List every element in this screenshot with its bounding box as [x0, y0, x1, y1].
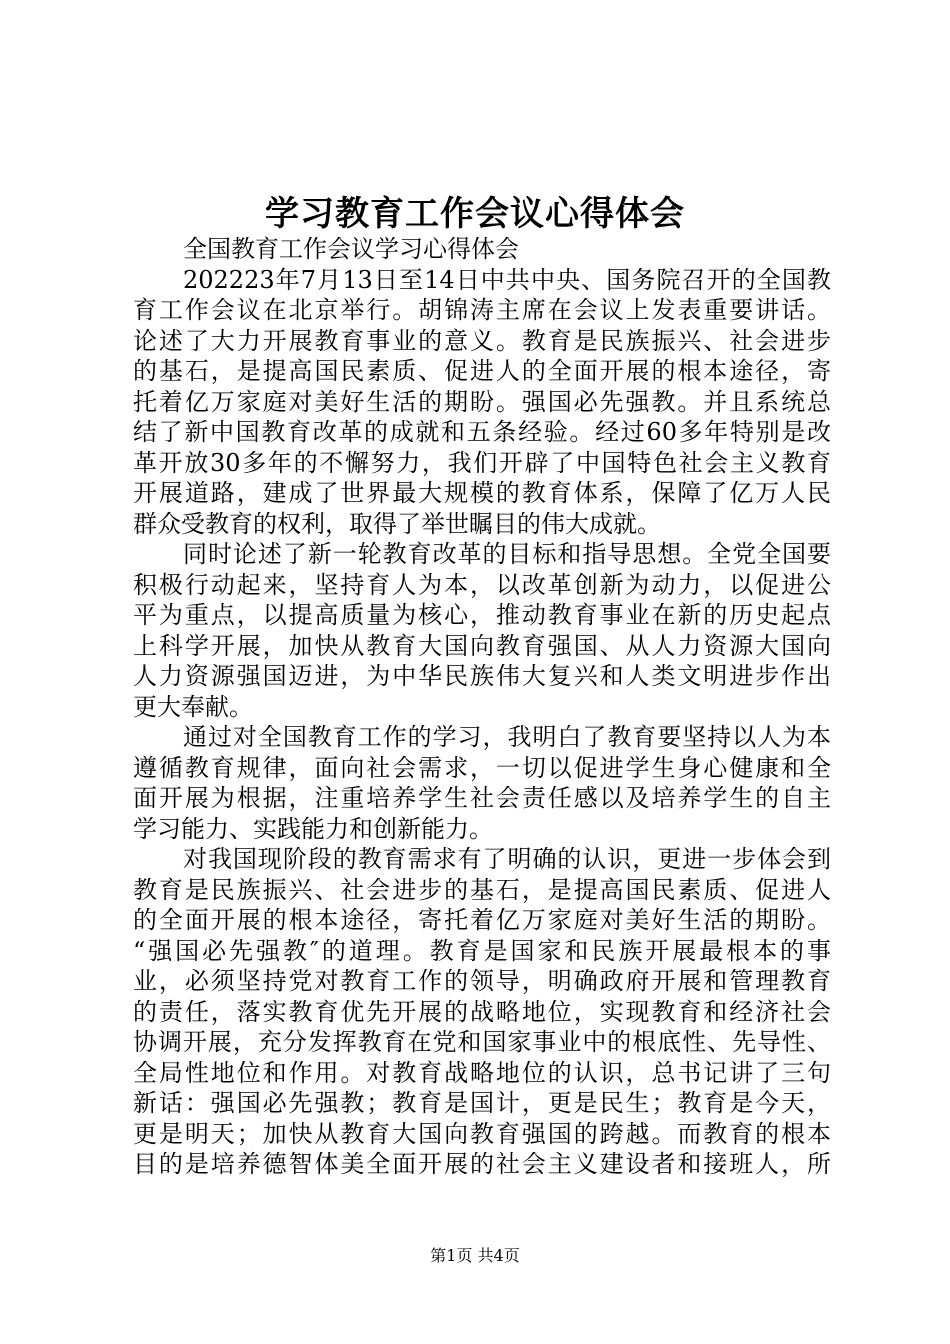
paragraph-line: 全局性地位和作用。对教育战略地位的认识，总书记讲了三句	[133, 1058, 831, 1087]
paragraph-line: 更是明天；加快从教育大国向教育强国的跨越。而教育的根本	[133, 1119, 831, 1148]
paragraph-line: 上科学开展，加快从教育大国向教育强国、从人力资源大国向	[133, 631, 831, 660]
paragraph-line: 的责任，落实教育优先开展的战略地位，实现教育和经济社会	[133, 997, 831, 1026]
paragraph-line: 面开展为根据，注重培养学生社会责任感以及培养学生的自主	[133, 784, 831, 812]
page-footer: 第1页 共4页	[430, 1246, 520, 1265]
paragraph-line: 积极行动起来，坚持育人为本，以改革创新为动力，以促进公	[133, 570, 831, 599]
paragraph-line: 论述了大力开展教育事业的意义。教育是民族振兴、社会进步	[133, 326, 831, 355]
paragraph-line: 同时论述了新一轮教育改革的目标和指导思想。全党全国要	[183, 540, 831, 568]
paragraph-line: 的基石，是提高国民素质、促进人的全面开展的根本途径，寄	[133, 357, 831, 385]
paragraph-line: 对我国现阶段的教育需求有了明确的认识，更进一步体会到	[183, 845, 831, 873]
document-body	[133, 234, 831, 1180]
paragraph-line: 业，必须坚持党对教育工作的领导，明确政府开展和管理教育	[133, 967, 831, 995]
paragraph-line: 通过对全国教育工作的学习，我明白了教育要坚持以人为本	[183, 723, 831, 751]
paragraph-line: 结了新中国教育改革的成就和五条经验。经过60多年特别是改	[133, 418, 831, 446]
paragraph-line: “强国必先强教″的道理。教育是国家和民族开展最根本的事	[133, 936, 831, 965]
paragraph-line: 全国教育工作会议学习心得体会	[183, 235, 519, 263]
paragraph-line: 开展道路，建成了世界最大规模的教育体系，保障了亿万人民	[133, 479, 831, 507]
document-title: 学习教育工作会议心得体会	[265, 194, 685, 234]
paragraph-line: 202223年7月13日至14日中共中央、国务院召开的全国教	[183, 265, 831, 294]
paragraph-line: 目的是培养德智体美全面开展的社会主义建设者和接班人，所	[133, 1150, 831, 1178]
paragraph-line: 更大奉献。	[133, 692, 253, 721]
paragraph-line: 的全面开展的根本途径，寄托着亿万家庭对美好生活的期盼。	[133, 906, 831, 934]
paragraph-line: 平为重点，以提高质量为核心，推动教育事业在新的历史起点	[133, 601, 831, 629]
paragraph-line: 教育是民族振兴、社会进步的基石，是提高国民素质、促进人	[133, 875, 831, 904]
paragraph-line: 人力资源强国迈进，为中华民族伟大复兴和人类文明进步作出	[133, 662, 831, 690]
paragraph-line: 育工作会议在北京举行。胡锦涛主席在会议上发表重要讲话。	[133, 296, 831, 324]
paragraph-line: 协调开展，充分发挥教育在党和国家事业中的根底性、先导性、	[133, 1028, 831, 1056]
paragraph-line: 托着亿万家庭对美好生活的期盼。强国必先强教。并且系统总	[133, 387, 831, 416]
paragraph-line: 革开放30多年的不懈努力，我们开辟了中国特色社会主义教育	[133, 448, 831, 477]
paragraph-line: 遵循教育规律，面向社会需求，一切以促进学生身心健康和全	[133, 753, 831, 782]
paragraph-line: 群众受教育的权利，取得了举世瞩目的伟大成就。	[133, 509, 661, 538]
paragraph-line: 学习能力、实践能力和创新能力。	[133, 814, 493, 843]
paragraph-line: 新话：强国必先强教；教育是国计，更是民生；教育是今天，	[133, 1089, 831, 1117]
